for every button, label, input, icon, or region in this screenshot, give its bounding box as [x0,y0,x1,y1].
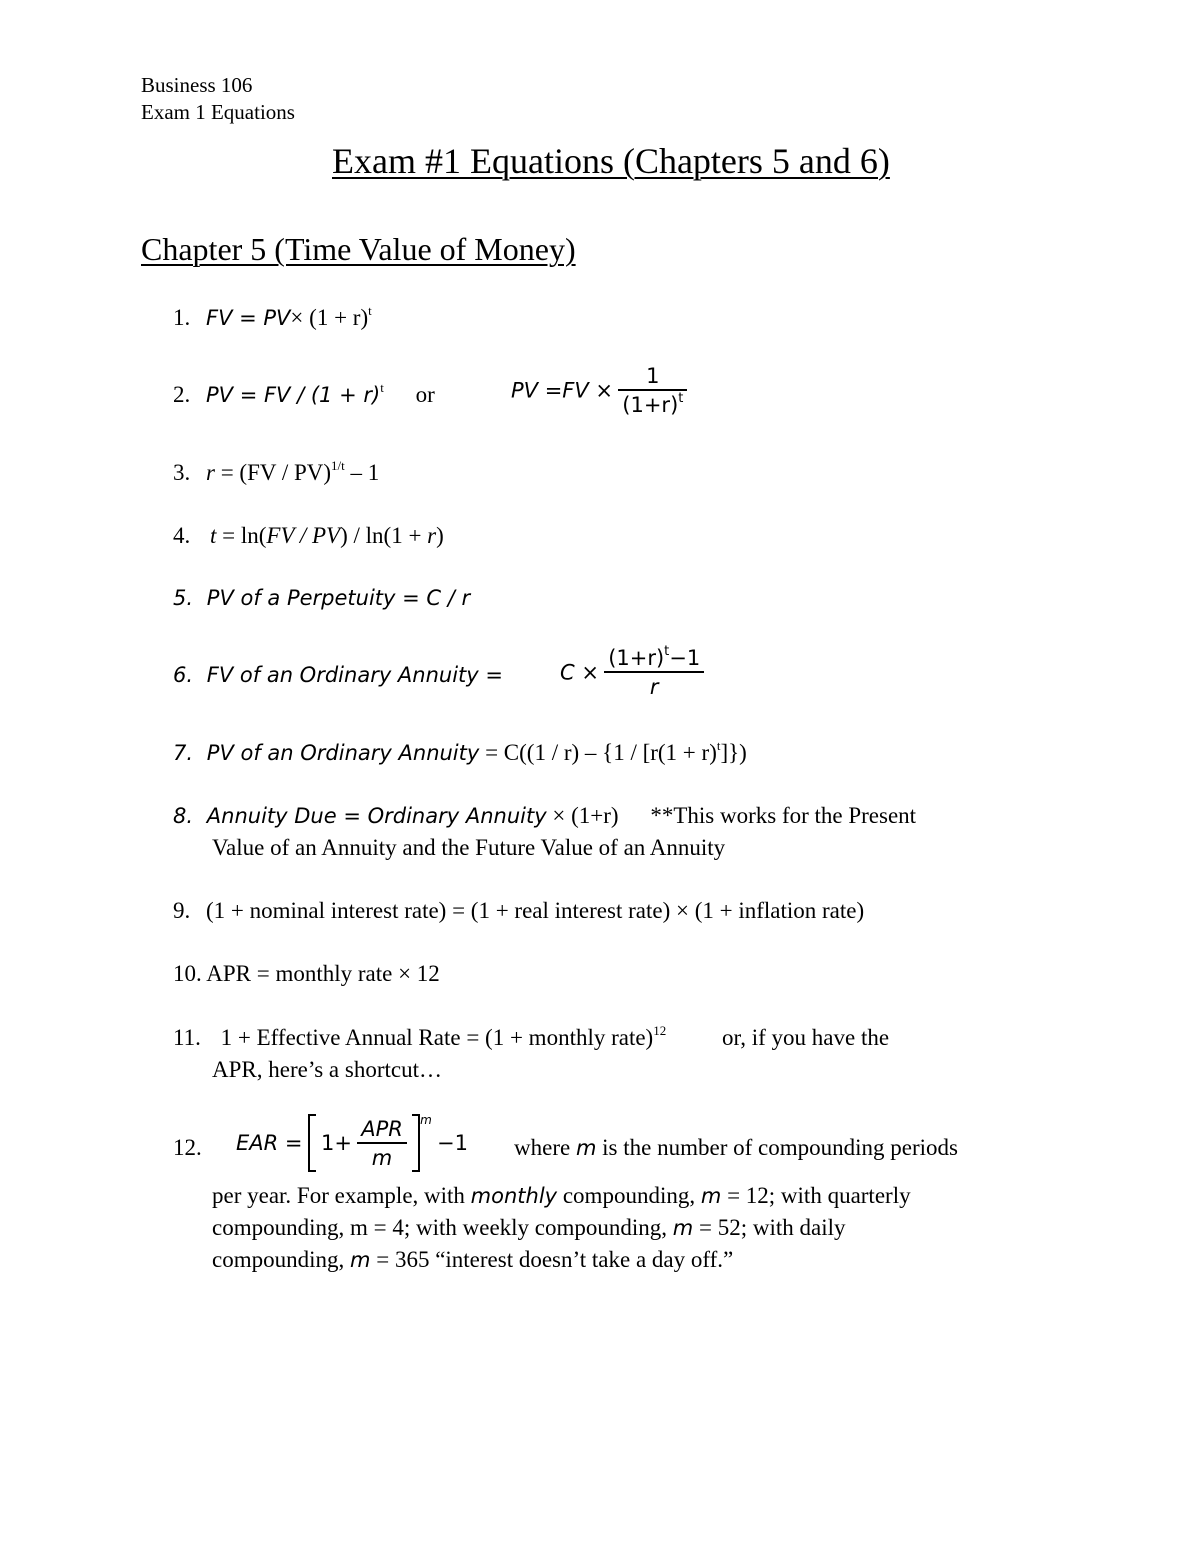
equation-11: 11. 1 + Effective Annual Rate = (1 + monthly rate)$^{12}$ or, if you have the [173,1023,890,1050]
equation-4: 4. t = ln(FV / PV) / ln(1 + r) [173,523,444,548]
equation-8: 8. Annuity Due = Ordinary Annuity × (1+r) **This works for the Present [173,803,917,828]
equation-12-number: 12. [173,1135,202,1160]
equation-2: 2. PV = FV / $(1 + r)^t$ or [173,380,435,407]
equation-9: 9. (1 + nominal interest rate) = (1 + real interest rate) × (1 + inflation rate) [173,898,865,923]
page-title: Exam #1 Equations (Chapters 5 and 6) [332,141,890,181]
equation-10: 10. APR = monthly rate × 12 [173,961,440,986]
equation-12-continuation: per year. For example, with monthly compounding, m = 12; with quarterly compounding, m = 4; with weekly compounding, m = 52; with daily compounding, m = 365 “interest doesn’t take a day off.” [212,1183,911,1272]
document-subtitle: Exam 1 Equations [141,100,295,124]
left-bracket [308,1114,316,1172]
right-bracket [412,1114,420,1172]
equation-3: 3. r = (FV / PV)$^{1/t}$ – 1 [173,458,380,485]
equation-11-continuation: APR, here’s a shortcut… [212,1057,442,1082]
equation-8-continuation: Value of an Annuity and the Future Value of an Annuity [212,835,726,860]
chapter-heading: Chapter 5 (Time Value of Money) [141,231,576,267]
equation-6: 6. FV of an Ordinary Annuity = [173,663,503,687]
equation-2-alt: PV =FV × $\frac{1}{(1+r)^t}$ [511,364,687,417]
equation-5: 5. PV of a Perpetuity = C / r [173,586,471,610]
equation-7: 7. PV of an Ordinary Annuity = $C((1 / r) - \{1 / [r(1 + r)^t]\})$ [173,738,747,765]
equation-12-formula: EAR = 1+ $\frac{\text{APR}}{m}$ $^m$ −1 [236,1114,468,1172]
equation-12-note: where m is the number of compounding periods [514,1135,958,1160]
equation-1: 1. FV = $PV\times (1 + r)^t$ [173,303,372,330]
equation-6-formula: C × $\frac{(1+r)^t-1}{r}$ [560,646,704,699]
course-name: Business 106 [141,73,253,97]
